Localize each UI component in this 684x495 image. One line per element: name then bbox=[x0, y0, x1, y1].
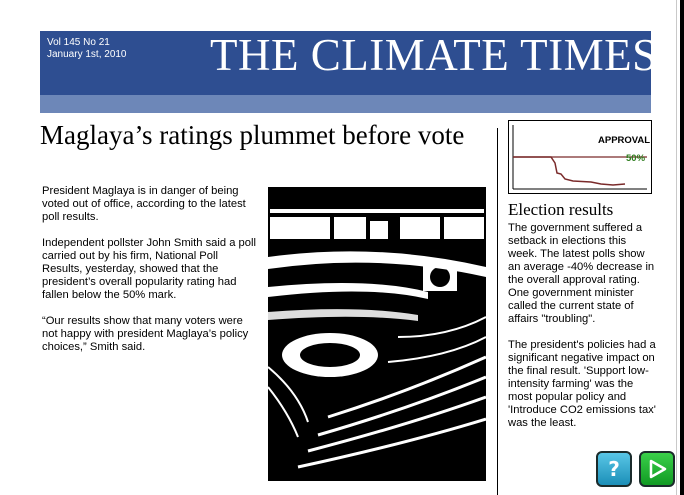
play-button[interactable] bbox=[639, 451, 675, 487]
approval-value: 50% bbox=[626, 153, 646, 164]
sidebar-body bbox=[508, 222, 658, 443]
frame-border bbox=[680, 0, 684, 495]
article-headline: Maglaya’s ratings plummet before vote bbox=[40, 120, 465, 150]
issue-volume: Vol 145 No 21 bbox=[47, 37, 110, 48]
column-divider bbox=[497, 128, 498, 495]
sidebar-paragraph: The president's policies had a significant negative impact on the final result. 'Support low-intensity farming' was the most popular policy and 'Introduce CO2 emissions tax' was the least. bbox=[508, 339, 656, 429]
article-paragraph: President Maglaya is in danger of being voted out of office, according to the latest poll results. bbox=[42, 185, 246, 223]
article-paragraph: Independent pollster John Smith said a poll carried out by his firm, National Poll Results, yesterday, showed that the president’s overall popularity rating had fallen below the 50% mark. bbox=[42, 237, 256, 301]
issue-date: January 1st, 2010 bbox=[47, 49, 127, 60]
parliament-image bbox=[268, 187, 486, 481]
paper-title: THE CLIMATE TIMES bbox=[210, 30, 658, 80]
question-icon: ? bbox=[608, 457, 620, 481]
issue-info bbox=[47, 37, 127, 61]
parliament-photo bbox=[268, 187, 486, 481]
play-icon bbox=[647, 459, 667, 479]
masthead-strip bbox=[40, 95, 651, 113]
sidebar-title: Election results bbox=[508, 200, 614, 219]
article-paragraph: “Our results show that many voters were not happy with president Maglaya’s policy choices,” Smith said. bbox=[42, 315, 249, 353]
frame-border bbox=[676, 0, 677, 495]
article-body bbox=[42, 185, 260, 367]
sidebar-paragraph: The government suffered a setback in elections this week. The latest polls show an average -40% decrease in the overall approval rating. One government minister called the current state of affairs "troubling". bbox=[508, 222, 655, 325]
help-button[interactable] bbox=[596, 451, 632, 487]
approval-label: APPROVAL bbox=[598, 135, 651, 146]
